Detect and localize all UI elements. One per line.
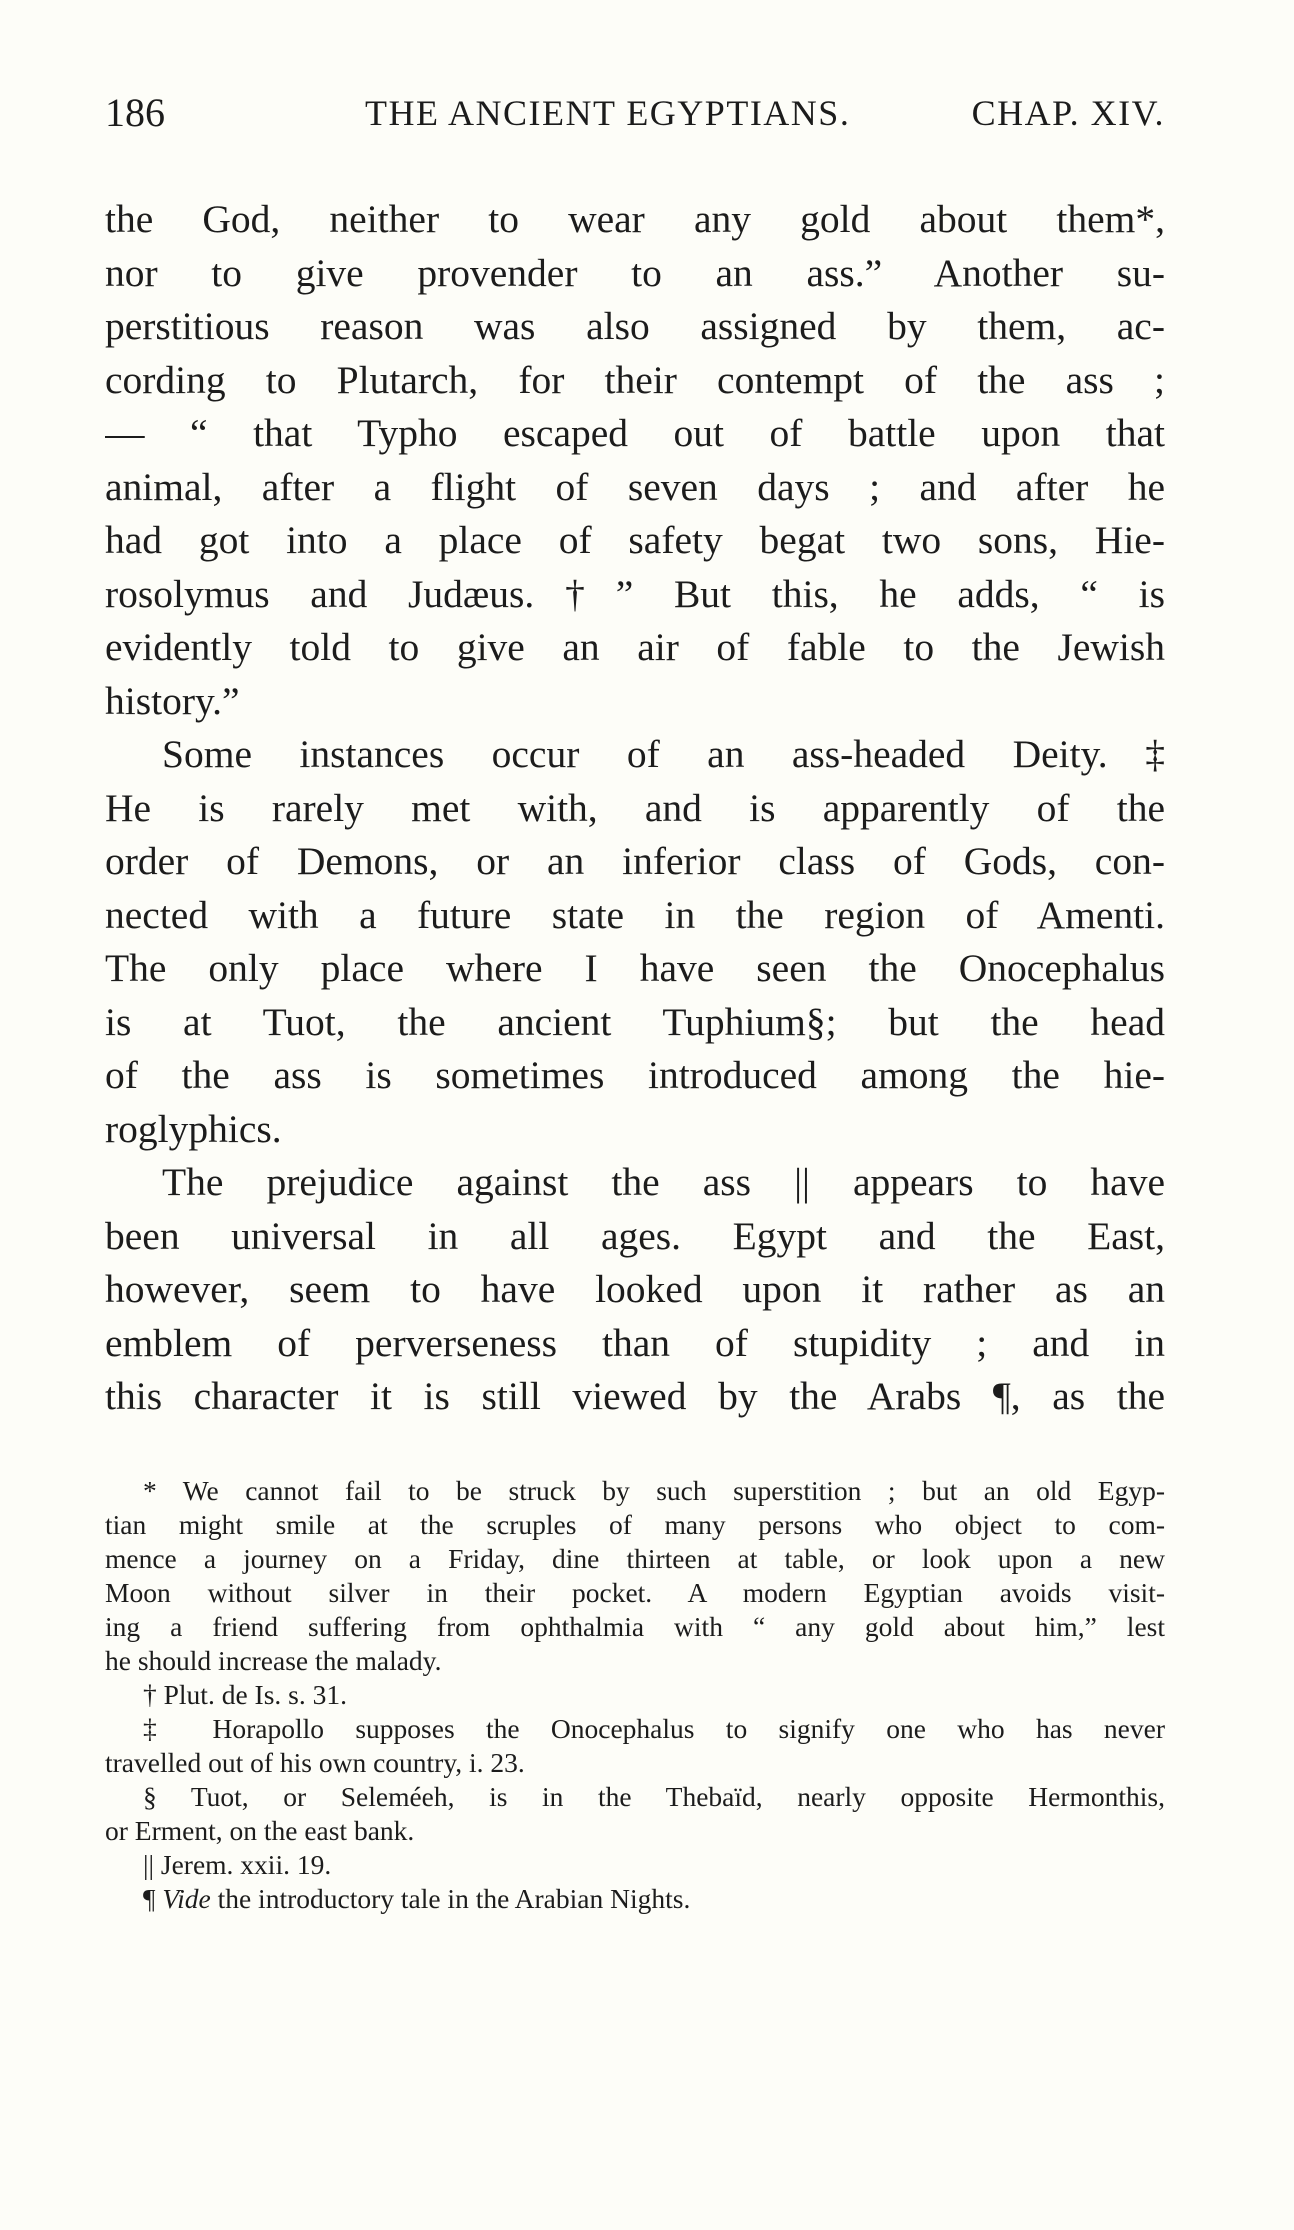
- footnote-line: [105, 1882, 1165, 1916]
- footnote-line: § Tuot, or Seleméeh, is in the Thebaïd, nearly opposite Hermonthis,: [143, 1780, 1165, 1812]
- body-line: of the ass is sometimes introduced among the hie-: [105, 1053, 1165, 1097]
- body-line: — “ that Typho escaped out of battle upon that: [105, 411, 1165, 455]
- body-line: however, seem to have looked upon it rather as an: [105, 1267, 1165, 1311]
- footnotes: [105, 1474, 1165, 1916]
- footnote-line: † Plut. de Is. s. 31.: [143, 1678, 347, 1710]
- body-line: perstitious reason was also assigned by them, ac-: [105, 304, 1165, 348]
- body-line: The only place where I have seen the Onocephalus: [105, 946, 1165, 990]
- body-line: this character it is still viewed by the Arabs ¶, as the: [105, 1374, 1165, 1418]
- body-line: roglyphics.: [105, 1106, 282, 1151]
- body-line: been universal in all ages. Egypt and the East,: [105, 1213, 1165, 1258]
- footnote-line: ing a friend suffering from ophthalmia with “ any gold about him,” lest: [105, 1610, 1165, 1642]
- footnote-line: he should increase the malady.: [105, 1644, 442, 1676]
- body-line: The prejudice against the ass || appears to have: [162, 1160, 1165, 1204]
- body-line: evidently told to give an air of fable to the Jewish: [105, 625, 1165, 669]
- book-page: [105, 88, 1165, 1916]
- running-head: [105, 88, 1165, 138]
- body-line: had got into a place of safety begat two sons, Hie-: [105, 518, 1165, 562]
- body-line: animal, after a flight of seven days ; and after he: [105, 464, 1165, 509]
- body-line: the God, neither to wear any gold about them*,: [105, 197, 1165, 241]
- body-line: nor to give provender to an ass.” Another su-: [105, 250, 1165, 295]
- body-line: Some instances occur of an ass-headed Deity.‡: [162, 732, 1165, 776]
- page-number: 186: [105, 90, 165, 135]
- footnote-line: Moon without silver in their pocket. A modern Egyptian avoids visit-: [105, 1576, 1165, 1608]
- body-line: He is rarely met with, and is apparently of the: [105, 785, 1165, 830]
- body-line: is at Tuot, the ancient Tuphium§; but the head: [105, 999, 1165, 1044]
- footnote-line: || Jerem. xxii. 19.: [143, 1848, 332, 1880]
- body-line: rosolymus and Judæus.†” But this, he adds, “ is: [105, 571, 1165, 616]
- body-line: history.”: [105, 678, 240, 723]
- footnote-line: or Erment, on the east bank.: [105, 1814, 415, 1846]
- body-line: nected with a future state in the region of Amenti.: [105, 892, 1165, 937]
- body-line: order of Demons, or an inferior class of Gods, con-: [105, 839, 1165, 883]
- footnote-line: ‡ Horapollo supposes the Onocephalus to signify one who has never: [143, 1712, 1165, 1744]
- footnote-italic-vide: Vide: [162, 1882, 211, 1914]
- body-text: [105, 193, 1165, 1424]
- body-line: cording to Plutarch, for their contempt of the ass ;: [105, 357, 1165, 402]
- running-title: THE ANCIENT EGYPTIANS.: [365, 93, 851, 133]
- footnote-line: mence a journey on a Friday, dine thirteen at table, or look upon a new: [105, 1542, 1165, 1574]
- footnote-line: travelled out of his own country, i. 23.: [105, 1746, 525, 1778]
- footnote-line: tian might smile at the scruples of many persons who object to com-: [105, 1508, 1165, 1540]
- body-line: emblem of perverseness than of stupidity ; and in: [105, 1320, 1165, 1365]
- footnote-mark: ¶: [143, 1882, 156, 1914]
- chapter-label: CHAP. XIV.: [971, 93, 1165, 133]
- footnote-line: * We cannot fail to be struck by such superstition ; but an old Egyp-: [143, 1474, 1165, 1506]
- footnote-text: the introductory tale in the Arabian Nights.: [217, 1882, 691, 1914]
